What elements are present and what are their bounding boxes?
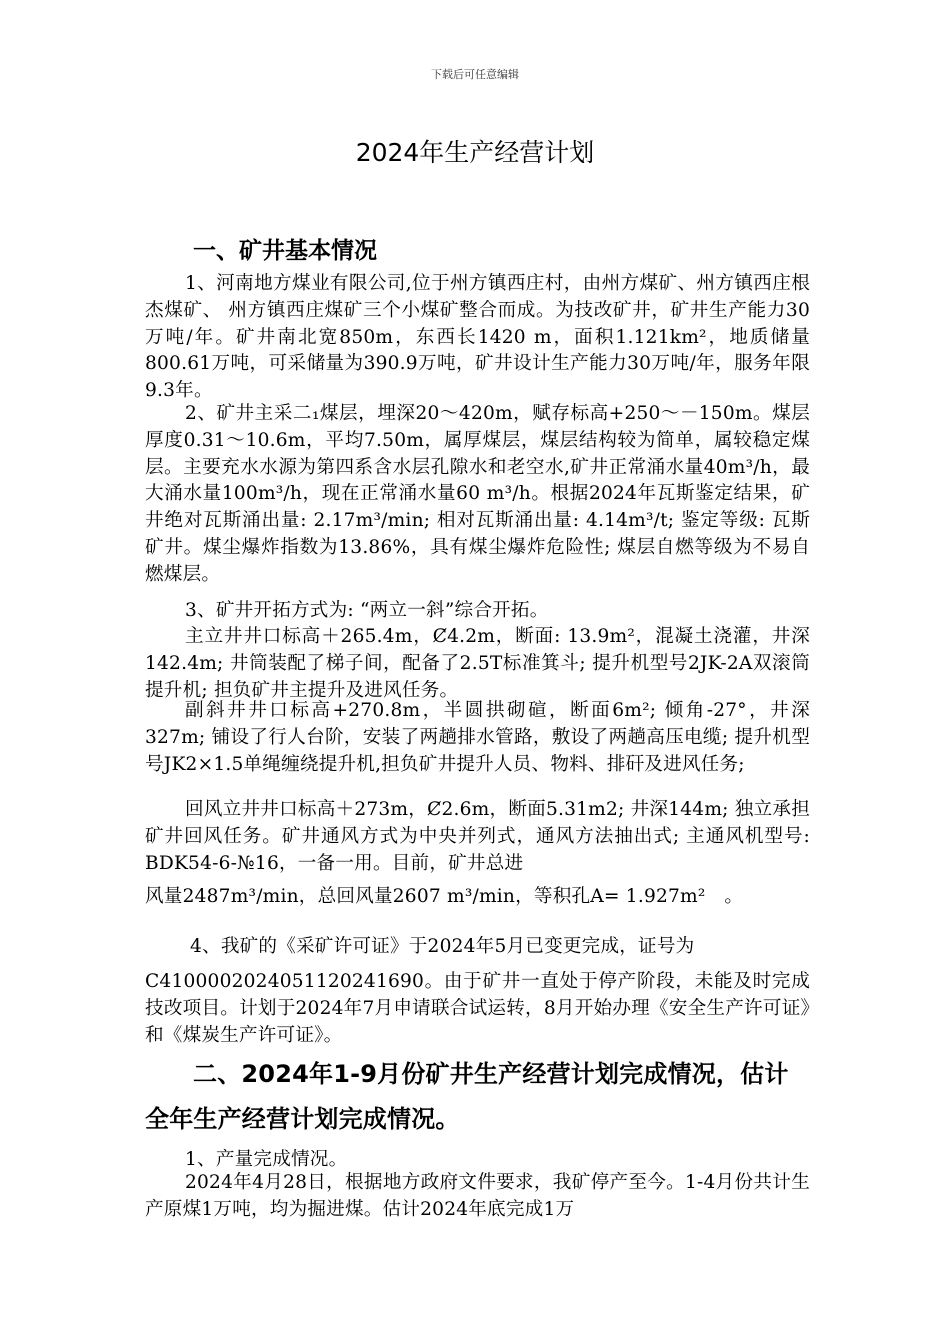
paragraph-4-rest: C4100002024051120241690。由于矿井一直处于停产阶段，未能及时完成技改项目。计划于2024年7月申请联合试运转，8月开始办理《安全生产许可证》和《煤炭生产许可证》。 xyxy=(145,971,810,1046)
paragraph-3: 3、矿井开拓方式为: “两立一斜”综合开拓。 xyxy=(185,600,549,621)
paragraph-output: 1、产量完成情况。 xyxy=(185,1149,348,1170)
paragraph-1: 1、河南地方煤业有限公司,位于州方镇西庄村，由州方煤矿、州方镇西庄根杰煤矿、 州方镇西庄煤矿三个小煤矿整合而成。为技改矿井，矿井生产能力30 万吨/年。矿井南北宽850m，东西长1420 m，面积1.121km²，地质储量800.61万吨，可采储量为390.9万吨，矿井设计生产能力30万吨/年，服务年限9.3年。 xyxy=(145,273,810,402)
section-2-heading-line2: 全年生产经营计划完成情况。 xyxy=(145,1105,460,1133)
paragraph-4-line1: 4、我矿的《采矿许可证》于2024年5月已变更完成，证号为 xyxy=(190,936,695,957)
header-note: 下载后可任意编辑 xyxy=(431,68,519,81)
paragraph-auxiliary-incline: 副斜井井口标高+270.8m，半圆拱砌碹，断面6m²; 倾角-27°，井深327m; 铺设了行人台阶，安装了两趟排水管路，敷设了两趟高压电缆; 提升机型号JK2×1.5单绳缠绕提升机,担负矿井提升人员、物料、排矸及进风任务; xyxy=(145,700,810,775)
section-2-heading-line1: 二、2024年1-9月份矿井生产经营计划完成情况，估计 xyxy=(193,1060,789,1088)
paragraph-main-shaft: 主立井井口标高＋265.4m，Ȼ4.2m，断面: 13.9m²，混凝土浇灌，井深142.4m; 井筒装配了梯子间，配备了2.5T标准箕斗; 提升机型号2JK-2A双滚筒提升机; 担负矿井主提升及进风任务。 xyxy=(145,626,810,701)
paragraph-2: 2、矿井主采二₁煤层，埋深20～420m，赋存标高+250～－150m。煤层厚度0.31～10.6m，平均7.50m，属厚煤层，煤层结构较为简单，属较稳定煤层。主要充水水源为第四系含水层孔隙水和老空水,矿井正常涌水量40m³/h，最大涌水量100m³/h，现在正常涌水量60 m³/h。根据2024年瓦斯鉴定结果，矿井绝对瓦斯涌出量: 2.17m³/min; 相对瓦斯涌出量: 4.14m³/t; 鉴定等级: 瓦斯矿井。煤尘爆炸指数为13.86%，具有煤尘爆炸危险性; 煤层自燃等级为不易自燃煤层。 xyxy=(145,403,810,585)
paragraph-airflow: 风量2487m³/min，总回风量2607 m³/min，等积孔A= 1.927m² 。 xyxy=(145,886,744,907)
page-title: 2024年生产经营计划 xyxy=(355,138,595,167)
section-1-heading: 一、矿井基本情况 xyxy=(193,238,377,264)
paragraph-return-shaft: 回风立井井口标高＋273m，Ȼ2.6m，断面5.31m2; 井深144m; 独立承担矿井回风任务。矿井通风方式为中央并列式，通风方法抽出式; 主通风机型号: BDK54-6-№16，一备一用。目前，矿井总进 xyxy=(145,799,810,874)
paragraph-output-detail: 2024年4月28日，根据地方政府文件要求，我矿停产至今。1-4月份共计生产原煤1万吨，均为掘进煤。估计2024年底完成1万 xyxy=(145,1172,810,1220)
